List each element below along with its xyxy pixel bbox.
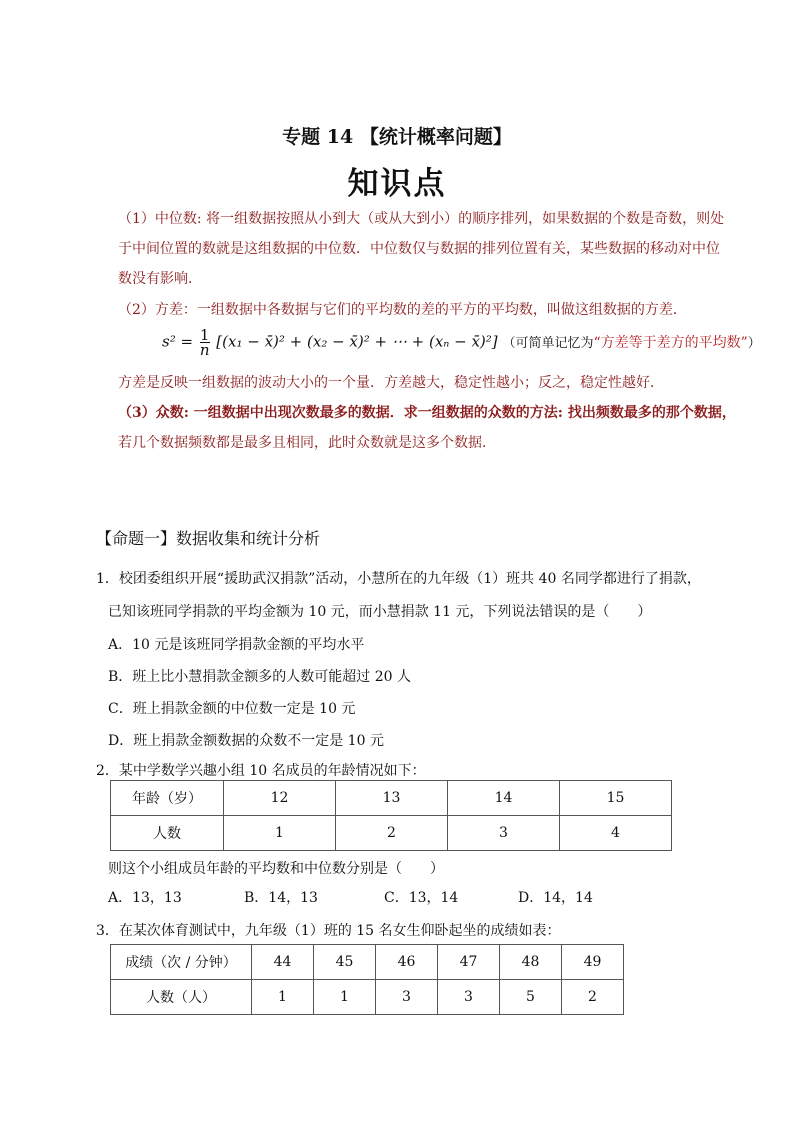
table-row	[111, 781, 672, 816]
table-cell: 45	[314, 945, 376, 980]
table-cell: 46	[376, 945, 438, 980]
table-cell: 1	[252, 980, 314, 1015]
median-line-1: （1）中位数: 将一组数据按照从小到大（或从大到小）的顺序排列，如果数据的个数是奇数，则处	[118, 211, 725, 227]
section-title: 【命题一】数据收集和统计分析	[96, 529, 321, 548]
formula-note-post: ）	[747, 335, 761, 351]
table-cell: 3	[438, 980, 500, 1015]
q3-line-1: 3．在某次体育测试中，九年级（1）班的 15 名女生仰卧起坐的成绩如表：	[96, 923, 561, 939]
table-cell: 12	[224, 781, 336, 816]
q1-option-c: C．班上捐款金额的中位数一定是 10 元	[108, 701, 356, 717]
table-cell: 人数	[111, 816, 224, 851]
topic-subtitle: 专题 14 【统计概率问题】	[282, 126, 512, 148]
variance-formula	[162, 328, 761, 357]
formula-fraction	[200, 328, 210, 357]
q2-line-2: 则这个小组成员年龄的平均数和中位数分别是（ ）	[108, 861, 444, 877]
q2-choices	[108, 887, 593, 907]
q1-option-d: D．班上捐款金额数据的众数不一定是 10 元	[108, 733, 384, 749]
table-cell: 44	[252, 945, 314, 980]
q2-age-table	[110, 780, 672, 851]
table-row	[111, 945, 624, 980]
table-cell: 13	[336, 781, 448, 816]
q1-option-b: B．班上比小慧捐款金额多的人数可能超过 20 人	[108, 669, 412, 685]
q1-line-2: 已知该班同学捐款的平均金额为 10 元，而小慧捐款 11 元，下列说法错误的是（ ）	[108, 604, 652, 620]
q3-score-table	[110, 944, 624, 1015]
table-cell: 15	[560, 781, 672, 816]
table-row	[111, 980, 624, 1015]
formula-denominator: n	[199, 341, 210, 359]
variance-line-2: 方差是反映一组数据的波动大小的一个量．方差越大，稳定性越小；反之，稳定性越好．	[118, 375, 664, 391]
q1-line-1: 1．校团委组织开展“援助武汉捐款”活动，小慧所在的九年级（1）班共 40 名同学都进行了捐款，	[96, 571, 701, 587]
table-cell: 4	[560, 816, 672, 851]
mode-line-2: 若几个数据频数都是最多且相同，此时众数就是这多个数据．	[118, 435, 496, 451]
page-title: 知识点	[347, 166, 447, 202]
table-cell: 1	[314, 980, 376, 1015]
table-cell: 5	[500, 980, 562, 1015]
q2-choice-c: C．13，14	[384, 890, 459, 906]
table-cell: 年龄（岁）	[111, 781, 224, 816]
median-line-2: 于中间位置的数就是这组数据的中位数．中位数仅与数据的排列位置有关，某些数据的移动对中位	[118, 241, 720, 257]
table-cell: 2	[562, 980, 624, 1015]
table-cell: 3	[448, 816, 560, 851]
table-cell: 48	[500, 945, 562, 980]
formula-numerator: 1	[199, 326, 210, 344]
table-cell: 人数（人）	[111, 980, 252, 1015]
median-line-3: 数没有影响.	[118, 271, 193, 287]
table-cell: 14	[448, 781, 560, 816]
table-cell: 49	[562, 945, 624, 980]
q2-choice-a: A．13，13	[108, 890, 182, 906]
table-cell: 成绩（次 / 分钟）	[111, 945, 252, 980]
table-cell: 47	[438, 945, 500, 980]
table-cell: 1	[224, 816, 336, 851]
table-cell: 2	[336, 816, 448, 851]
formula-lhs: s² =	[162, 332, 194, 351]
q1-option-a: A．10 元是该班同学捐款金额的平均水平	[108, 637, 365, 653]
formula-note-quote: “方差等于差方的平均数”	[593, 334, 748, 351]
q2-line-1: 2．某中学数学兴趣小组 10 名成员的年龄情况如下：	[96, 763, 426, 779]
formula-note	[502, 336, 760, 351]
q2-choice-d: D．14，14	[518, 890, 593, 906]
mode-line-1: （3）众数: 一组数据中出现次数最多的数据．求一组数据的众数的方法: 找出频数最多的那个数据，	[118, 405, 736, 421]
table-cell: 3	[376, 980, 438, 1015]
table-row	[111, 816, 672, 851]
variance-line-1: （2）方差：一组数据中各数据与它们的平均数的差的平方的平均数，叫做这组数据的方差．	[118, 302, 687, 318]
q2-choice-b: B．14，13	[244, 890, 318, 906]
formula-body: [(x₁ − x̄)² + (x₂ − x̄)² + ⋯ + (xₙ − x̄)²]	[216, 332, 498, 351]
formula-note-pre: （可简单记忆为	[502, 335, 594, 351]
